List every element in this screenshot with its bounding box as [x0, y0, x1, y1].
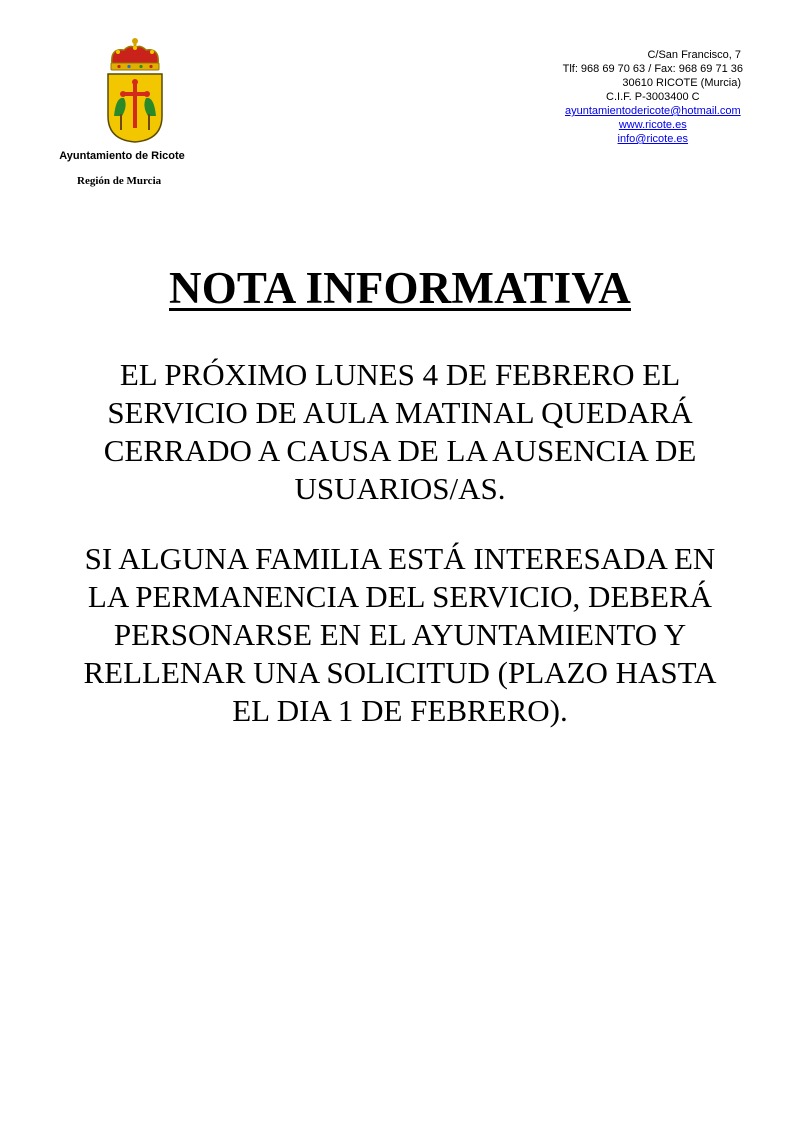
organization-name: Ayuntamiento de Ricote: [59, 150, 185, 162]
address-city: 30610 RICOTE (Murcia): [622, 77, 741, 89]
contact-block: [563, 48, 743, 146]
document-title-block: [0, 262, 800, 314]
cif-number: C.I.F. P-3003400 C: [606, 91, 700, 103]
region-name: Región de Murcia: [77, 175, 162, 187]
phone-fax: Tlf: 968 69 70 63 / Fax: 968 69 71 36: [562, 63, 743, 75]
document-title: NOTA INFORMATIVA: [169, 263, 631, 313]
address-street: C/San Francisco, 7: [647, 49, 741, 61]
notice-paragraph-1: EL PRÓXIMO LUNES 4 DE FEBRERO EL SERVICIO DE AULA MATINAL QUEDARÁ CERRADO A CAUSA DE LA AUSENCIA DE USUARIOS/AS.: [103, 357, 697, 506]
email-link[interactable]: ayuntamientodericote@hotmail.com: [564, 105, 741, 117]
website-link[interactable]: www.ricote.es: [618, 119, 687, 131]
logo-block: [60, 36, 210, 162]
coat-of-arms-icon: [104, 36, 166, 144]
info-email-link[interactable]: info@ricote.es: [617, 133, 689, 145]
notice-paragraph-2: SI ALGUNA FAMILIA ESTÁ INTERESADA EN LA PERMANENCIA DEL SERVICIO, DEBERÁ PERSONARSE EN EL AYUNTAMIENTO Y RELLENAR UNA SOLICITUD (PLAZO HASTA EL DIA 1 DE FEBRERO).: [83, 541, 717, 728]
